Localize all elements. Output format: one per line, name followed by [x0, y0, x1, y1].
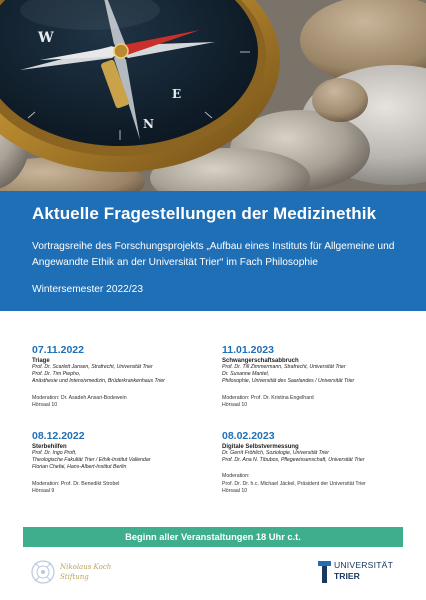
event-speaker: Dr. Gerrit Fröhlich, Soziologie, Universität Trier [222, 450, 329, 456]
event-room: Hörsaal 10 [32, 401, 58, 408]
event-speaker: Prof. Dr. Ingo Proft, [32, 450, 77, 456]
title-banner [0, 191, 426, 311]
event-speaker: Dr. Susanne Mantel, [222, 371, 270, 378]
event-moderation: Moderation: Prof. Dr. Benedikt Strobel [32, 480, 120, 487]
event-speaker: Florian Chefai, Hans-Albert-Institut Berlin [32, 464, 127, 471]
event-card-digitale-selbstvermessung [222, 430, 422, 495]
compass-illustration [0, 0, 426, 191]
event-moderation: Moderation: Prof. Dr. Kristina Engelhard [222, 394, 314, 401]
sponsor-type: Stiftung [60, 573, 89, 581]
event-speaker: Prof. Dr. Tim Piepho, [32, 371, 81, 378]
event-card-schwangerschaftsabbruch [222, 344, 412, 409]
event-moderation: Moderation: Dr. Asadeh Ansari-Bodewein [32, 394, 127, 401]
hero-image-compass [0, 0, 426, 191]
event-date: 08.02.2023 [222, 430, 275, 442]
event-room: Hörsaal 9 [32, 487, 55, 494]
nikolaus-koch-stiftung-logo [30, 555, 140, 589]
event-moderation: Moderation: Prof. Dr. Dr. h.c. Michael Jäckel, Präsident der Universität Trier [222, 473, 366, 487]
event-speaker: Prof. Dr. Scarlett Jansen, Strafrecht, Universität Trier [32, 364, 153, 370]
series-description: Vortragsreihe des Forschungsprojekts „Aufbau eines Instituts für Allgemeine und Angewandte Ethik an der Universität Trier“ im Fach Philosophie [32, 241, 395, 268]
event-room: Hörsaal 10 [222, 487, 248, 494]
start-time-banner: Beginn aller Veranstaltungen 18 Uhr c.t. [23, 527, 403, 547]
event-topic: Triage [32, 358, 50, 364]
event-speaker: Prof. Dr. Ana N. Tibubos, Pflegewissenschaft, Universität Trier [222, 457, 365, 464]
universitaet-trier-logo [318, 560, 398, 584]
event-date: 11.01.2023 [222, 344, 274, 356]
compass-letter-w: W [38, 30, 54, 46]
event-room: Hörsaal 10 [222, 401, 248, 408]
university-mark-icon [318, 561, 331, 583]
university-name-line1: UNIVERSITÄT [334, 560, 394, 570]
page-title: Aktuelle Fragestellungen der Medizinethik [32, 204, 377, 223]
compass-letter-n: N [143, 117, 154, 131]
event-card-sterbehilfen [32, 430, 222, 495]
event-speaker: Theologische Fakultät Trier / Ethik-Institut Vallendar [32, 457, 151, 464]
university-name-line2: TRIER [334, 571, 360, 581]
event-speaker: Anästhesie und Intensivmedizin, Brüderkrankenhaus Trier [32, 378, 165, 385]
event-topic: Sterbehilfen [32, 444, 67, 450]
sponsor-name: Nikolaus Koch [60, 563, 112, 571]
event-speaker: Prof. Dr. Till Zimmermann, Strafrecht, Universität Trier [222, 364, 346, 370]
event-date: 08.12.2022 [32, 430, 85, 442]
event-speaker: Philosophie, Universität des Saarlandes / Universität Trier [222, 378, 355, 385]
sponsor-crest-icon [30, 557, 56, 587]
compass-letter-e: E [172, 87, 182, 101]
event-card-triage [32, 344, 222, 409]
semester-label: Wintersemester 2022/23 [32, 284, 143, 295]
event-topic: Schwangerschaftsabbruch [222, 358, 299, 364]
event-date: 07.11.2022 [32, 344, 84, 356]
event-topic: Digitale Selbstvermessung [222, 444, 299, 450]
